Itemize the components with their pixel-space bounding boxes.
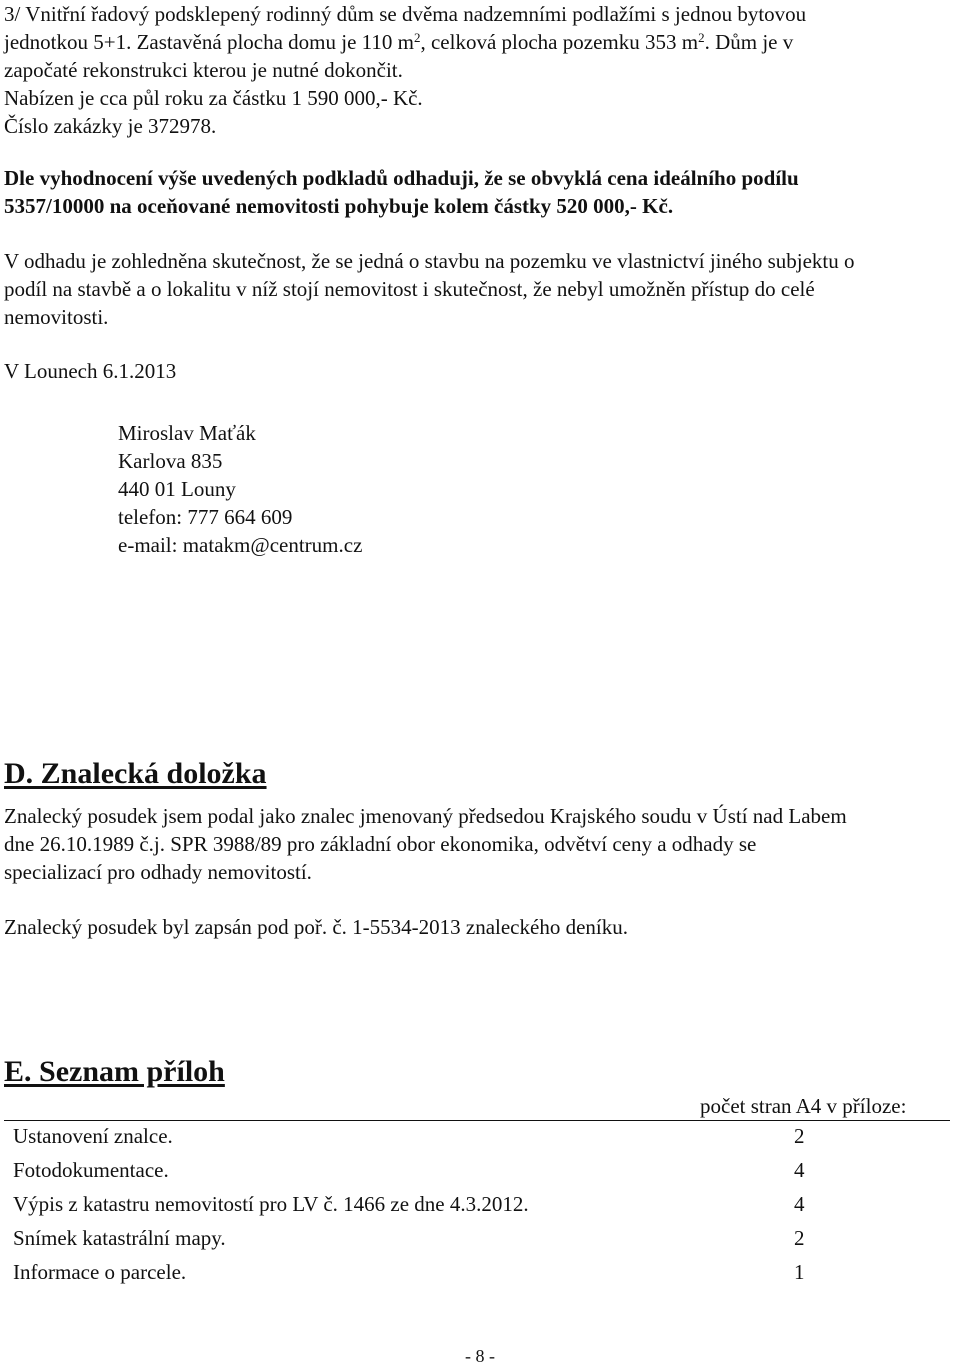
attachment-name: Informace o parcele. — [13, 1260, 187, 1284]
section-d-heading: D. Znalecká doložka — [4, 757, 267, 790]
attachment-row — [13, 1224, 813, 1252]
attachment-row — [13, 1190, 813, 1218]
text-line: Znalecký posudek jsem podal jako znalec jmenovaný předsedou Krajského soudu v Ústí nad Labem — [4, 804, 847, 828]
attachment-name: Ustanovení znalce. — [13, 1124, 173, 1148]
divider — [4, 1120, 950, 1121]
attachment-pages: 1 — [794, 1260, 805, 1284]
page-number: - 8 - — [465, 1346, 495, 1366]
text-line: specializací pro odhady nemovitostí. — [4, 860, 312, 884]
text-line: podíl na stavbě a o lokalitu v níž stojí nemovitost i skutečnost, že nebyl umožněn přístup do celé — [4, 277, 815, 301]
attachment-pages: 4 — [794, 1192, 805, 1216]
text-line: Dle vyhodnocení výše uvedených podkladů odhaduji, že se obvyklá cena ideálního podílu — [4, 166, 799, 190]
attachment-pages: 2 — [794, 1124, 805, 1148]
attachment-row — [13, 1122, 813, 1150]
pages-column-header: počet stran A4 v příloze: — [700, 1094, 907, 1118]
expert-street: Karlova 835 — [118, 449, 223, 473]
text-line: 3/ Vnitřní řadový podsklepený rodinný dům se dvěma nadzemními podlažími s jednou bytovou — [4, 2, 807, 26]
text-line: Nabízen je cca půl roku za částku 1 590 000,- Kč. — [4, 86, 423, 110]
expert-city: 440 01 Louny — [118, 477, 236, 501]
attachment-name: Výpis z katastru nemovitostí pro LV č. 1466 ze dne 4.3.2012. — [13, 1192, 529, 1216]
property-description — [4, 0, 956, 140]
text-line: 5357/10000 na oceňované nemovitosti pohybuje kolem částky 520 000,- Kč. — [4, 194, 674, 218]
estimate-note — [4, 247, 956, 331]
attachment-name: Snímek katastrální mapy. — [13, 1226, 226, 1250]
section-e-heading: E. Seznam příloh — [4, 1055, 225, 1088]
superscript: 2 — [698, 30, 705, 45]
text-line — [4, 28, 956, 56]
expert-email: e-mail: matakm@centrum.cz — [118, 533, 363, 557]
text-line: V odhadu je zohledněna skutečnost, že se jedná o stavbu na pozemku ve vlastnictví jiného subjektu o — [4, 249, 855, 273]
attachment-row — [13, 1258, 813, 1286]
attachment-pages: 2 — [794, 1226, 805, 1250]
price-estimate — [4, 164, 956, 220]
text-line: započaté rekonstrukci kterou je nutné dokončit. — [4, 58, 403, 82]
attachment-pages: 4 — [794, 1158, 805, 1182]
text-line: nemovitosti. — [4, 305, 109, 329]
registry-entry: Znalecký posudek byl zapsán pod poř. č. 1-5534-2013 znaleckého deníku. — [4, 915, 628, 939]
expert-clause — [4, 802, 956, 886]
superscript: 2 — [413, 30, 421, 45]
place-date: V Lounech 6.1.2013 — [4, 359, 177, 383]
expert-name: Miroslav Maťák — [118, 421, 256, 445]
text-segment: . Dům je v — [704, 30, 794, 54]
attachment-name: Fotodokumentace. — [13, 1158, 169, 1182]
expert-phone: telefon: 777 664 609 — [118, 505, 293, 529]
text-line: dne 26.10.1989 č.j. SPR 3988/89 pro základní obor ekonomika, odvětví ceny a odhady se — [4, 832, 757, 856]
attachment-row — [13, 1156, 813, 1184]
text-line: Číslo zakázky je 372978. — [4, 114, 217, 138]
text-segment: , celková plocha pozemku 353 m — [420, 30, 699, 54]
text-segment: jednotkou 5+1. Zastavěná plocha domu je 110 m — [4, 30, 414, 54]
signature-block — [118, 419, 362, 559]
